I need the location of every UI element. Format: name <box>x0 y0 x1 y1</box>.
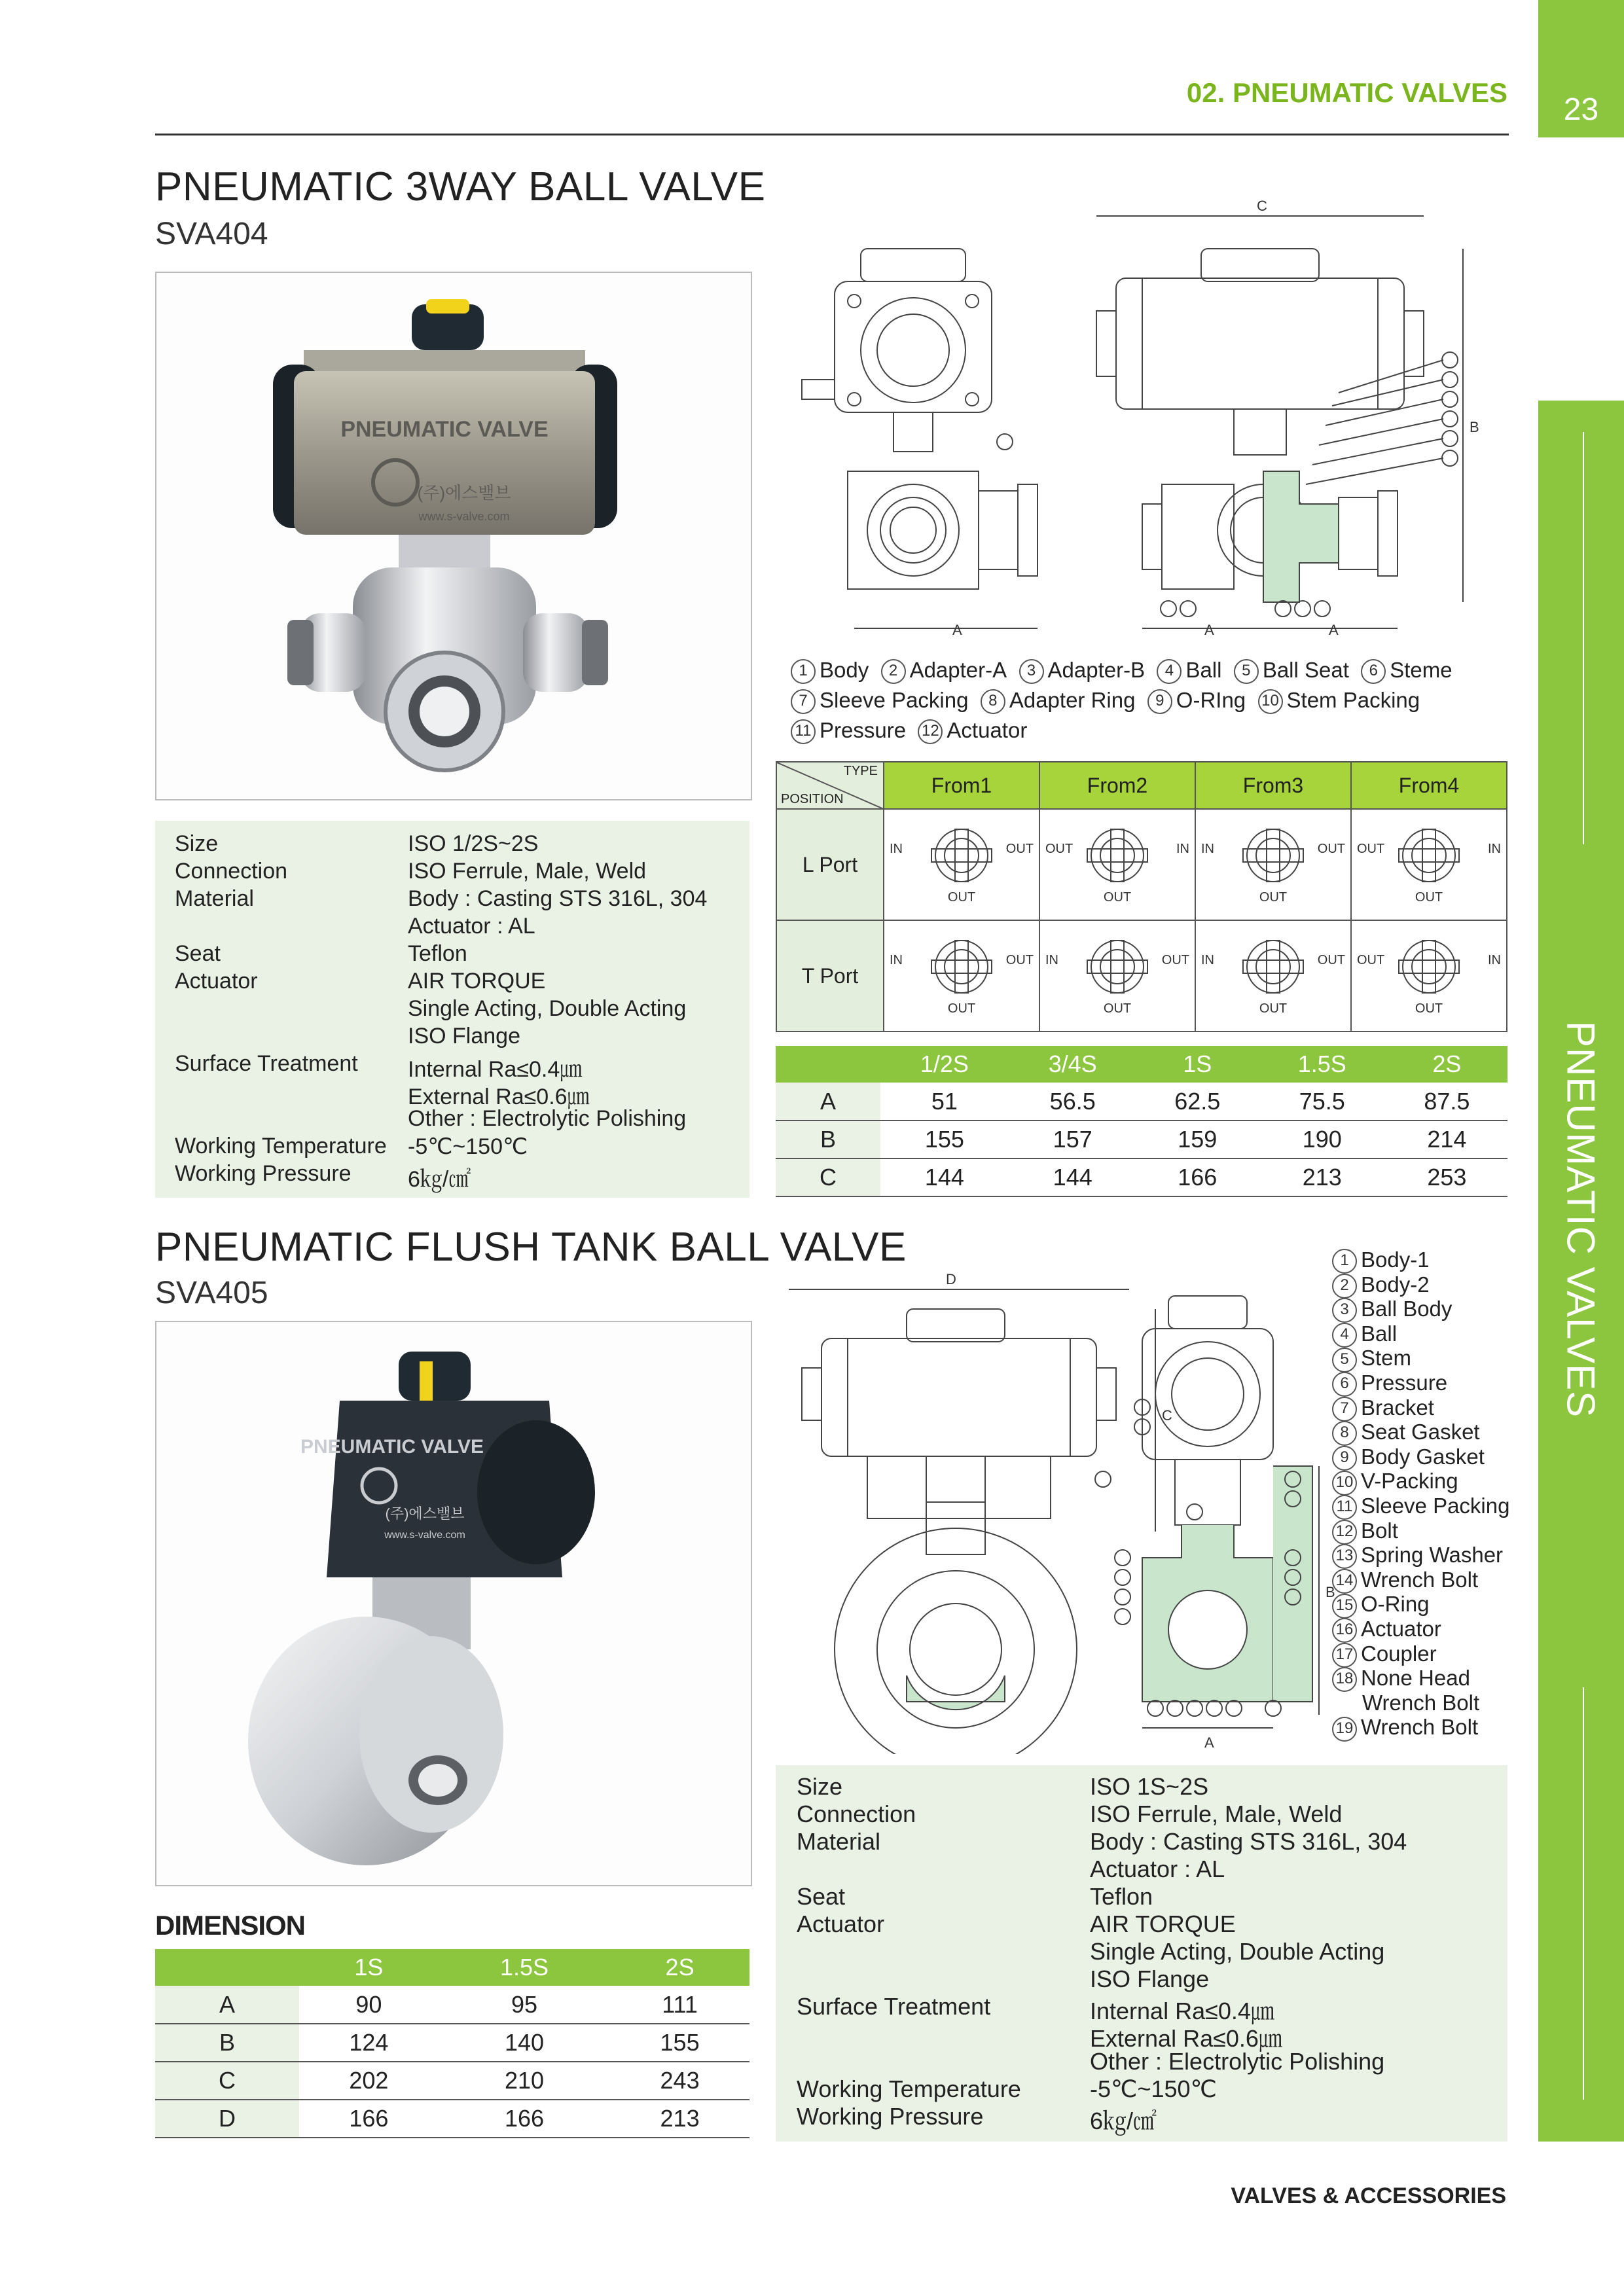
port-cell <box>1039 920 1195 1031</box>
column-header: 3/4S <box>1009 1046 1137 1083</box>
parts-legend-item: 1 Body-1 <box>1332 1247 1528 1272</box>
svg-text:www.s-valve.com: www.s-valve.com <box>418 510 510 523</box>
port-cell <box>884 809 1039 920</box>
p1-spec-value: External Ra≤0.6㎛ <box>408 1085 590 1109</box>
port-flow-icon <box>1196 921 1350 1026</box>
column-header: 2S <box>1386 1046 1507 1083</box>
p1-spec-value: -5℃~150℃ <box>408 1134 528 1159</box>
port-label-left: IN <box>1201 842 1214 856</box>
row-header: C <box>155 2062 299 2100</box>
p2-spec-value: Body : Casting STS 316L, 304 <box>1090 1828 1407 1855</box>
row-header: B <box>776 1121 880 1158</box>
p2-spec-value: Single Acting, Double Acting <box>1090 1938 1385 1965</box>
p2-spec-label: Working Temperature <box>797 2075 1021 2102</box>
svg-text:C: C <box>1162 1407 1172 1424</box>
row-header: T Port <box>776 920 884 1031</box>
product2-drawing-svg <box>776 1270 1345 1754</box>
p2-spec-label: Actuator <box>797 1910 885 1937</box>
port-cell <box>1195 920 1351 1031</box>
table-row <box>776 1121 1507 1158</box>
port-label-right: IN <box>1176 842 1189 856</box>
parts-legend-row: 11 Pressure 12 Actuator <box>791 718 1524 748</box>
p1-spec-value: ISO Flange <box>408 1024 520 1049</box>
table-cell: 90 <box>299 1986 439 2024</box>
table-cell: 166 <box>299 2100 439 2138</box>
p2-spec-value: Other : Electrolytic Polishing <box>1090 2048 1385 2075</box>
product1-dimension-table <box>776 1046 1507 1197</box>
table-cell: 214 <box>1386 1121 1507 1158</box>
table-cell: 157 <box>1009 1121 1137 1158</box>
p1-spec-value: ISO 1/2S~2S <box>408 831 539 856</box>
p2-spec-value: ISO 1S~2S <box>1090 1773 1209 1800</box>
table-row <box>155 1986 749 2024</box>
port-position-table-wrap <box>776 761 1507 1032</box>
parts-legend-item: 15 O-Ring <box>1332 1592 1528 1617</box>
port-label-left: IN <box>890 953 903 967</box>
column-header: From2 <box>1039 762 1195 809</box>
table-cell: 144 <box>880 1158 1009 1196</box>
table-cell: 202 <box>299 2062 439 2100</box>
parts-legend-item: 3 Ball Body <box>1332 1297 1528 1321</box>
side-band-line-bottom <box>1583 1687 1584 2100</box>
parts-legend-item: 16 Actuator <box>1332 1617 1528 1641</box>
table-row <box>776 1158 1507 1196</box>
port-position-table <box>776 761 1507 1032</box>
port-flow-icon <box>1196 810 1350 914</box>
p1-spec-label: Surface Treatment <box>175 1051 358 1076</box>
svg-text:(주)에스밸브: (주)에스밸브 <box>385 1505 465 1522</box>
p2-spec-value: AIR TORQUE <box>1090 1910 1236 1937</box>
table-cell: 166 <box>1137 1158 1258 1196</box>
column-header <box>776 1046 880 1083</box>
row-header: D <box>155 2100 299 2138</box>
table-cell: 87.5 <box>1386 1083 1507 1121</box>
side-band-line-top <box>1583 432 1584 844</box>
port-label-left: OUT <box>1357 842 1385 856</box>
column-header <box>155 1949 299 1986</box>
product2-title: PNEUMATIC FLUSH TANK BALL VALVE <box>155 1225 907 1270</box>
port-cell <box>1351 809 1507 920</box>
p2-spec-value: External Ra≤0.6㎛ <box>1090 2025 1282 2052</box>
p2-spec-value: Teflon <box>1090 1883 1153 1910</box>
svg-text:(주)에스밸브: (주)에스밸브 <box>417 483 511 503</box>
port-cell <box>1351 920 1507 1031</box>
p1-spec-label: Size <box>175 831 219 856</box>
table-cell: 51 <box>880 1083 1009 1121</box>
product2-parts-legend <box>1332 1247 1528 1740</box>
p1-spec-value: AIR TORQUE <box>408 969 546 994</box>
table-cell: 213 <box>610 2100 749 2138</box>
svg-text:A: A <box>952 622 962 638</box>
port-label-left: OUT <box>1357 953 1385 967</box>
table-cell: 140 <box>439 2024 610 2062</box>
parts-legend-item: 6 Pressure <box>1332 1371 1528 1395</box>
product1-photo <box>155 272 752 800</box>
t-port-row <box>776 920 1507 1031</box>
parts-legend-item: 7 Bracket <box>1332 1395 1528 1420</box>
parts-legend-item: 14 Wrench Bolt <box>1332 1568 1528 1592</box>
port-cell <box>1195 809 1351 920</box>
column-header: From3 <box>1195 762 1351 809</box>
port-flow-icon <box>884 810 1039 914</box>
port-label-right: OUT <box>1317 953 1345 967</box>
port-label-left: IN <box>1045 953 1058 967</box>
p1-spec-label: Seat <box>175 941 221 966</box>
table-row <box>155 2062 749 2100</box>
port-flow-icon <box>1040 921 1195 1026</box>
p1-spec-label: Connection <box>175 859 288 884</box>
table-cell: 155 <box>880 1121 1009 1158</box>
table-cell: 253 <box>1386 1158 1507 1196</box>
table-cell: 95 <box>439 1986 610 2024</box>
table-cell: 213 <box>1258 1158 1386 1196</box>
p2-spec-value: 6㎏/㎠ <box>1090 2108 1157 2134</box>
parts-legend-item: 8 Seat Gasket <box>1332 1420 1528 1444</box>
parts-legend-item: 12 Bolt <box>1332 1518 1528 1543</box>
port-label-bottom: OUT <box>1259 890 1288 905</box>
parts-legend-row: 1 Body 2 Adapter-A 3 Adapter-B 4 Ball 5 Ball Seat 6 Steme <box>791 658 1524 688</box>
p2-spec-value: -5℃~150℃ <box>1090 2075 1217 2102</box>
svg-text:www.s-valve.com: www.s-valve.com <box>384 1530 465 1541</box>
p2-spec-value: ISO Flange <box>1090 1965 1210 1992</box>
product2-dimension-table <box>155 1949 749 2138</box>
section-title: 02. PNEUMATIC VALVES <box>1186 77 1507 108</box>
svg-text:C: C <box>1257 198 1267 214</box>
header-divider <box>155 134 1509 135</box>
port-label-bottom: OUT <box>1103 1001 1132 1016</box>
table-corner: TYPE POSITION <box>776 762 884 809</box>
parts-legend-item: 4 Ball <box>1332 1321 1528 1346</box>
p2-spec-value: ISO Ferrule, Male, Weld <box>1090 1801 1343 1827</box>
product2-photo-illustration <box>156 1322 751 1885</box>
product1-dimension-table-wrap <box>776 1046 1507 1197</box>
port-cell <box>884 920 1039 1031</box>
product2-code: SVA405 <box>155 1276 268 1310</box>
l-port-row <box>776 809 1507 920</box>
port-label-bottom: OUT <box>947 1001 976 1016</box>
svg-text:PNEUMATIC VALVE: PNEUMATIC VALVE <box>340 417 549 442</box>
product1-drawing <box>776 196 1522 655</box>
product2-drawing <box>776 1270 1345 1754</box>
parts-legend-item: 13 Spring Washer <box>1332 1543 1528 1568</box>
row-header: A <box>776 1083 880 1121</box>
table-row <box>155 2100 749 2138</box>
port-label-right: IN <box>1488 842 1501 856</box>
svg-text:D: D <box>946 1271 956 1287</box>
p1-spec-label: Material <box>175 886 254 911</box>
table-cell: 159 <box>1137 1121 1258 1158</box>
side-section-label: PNEUMATIC VALVES <box>1559 1021 1603 1418</box>
port-label-bottom: OUT <box>1259 1001 1288 1016</box>
port-label-bottom: OUT <box>947 890 976 905</box>
column-header: 1S <box>1137 1046 1258 1083</box>
port-flow-icon <box>1040 810 1195 914</box>
p1-spec-label: Actuator <box>175 969 258 994</box>
column-header: 1S <box>299 1949 439 1986</box>
product1-drawing-svg <box>776 196 1522 655</box>
table-row <box>155 2024 749 2062</box>
product1-code: SVA404 <box>155 217 268 251</box>
port-flow-icon <box>1352 921 1506 1026</box>
port-label-bottom: OUT <box>1415 1001 1443 1016</box>
product1-title: PNEUMATIC 3WAY BALL VALVE <box>155 164 766 209</box>
parts-legend-item: 19 Wrench Bolt <box>1332 1715 1528 1740</box>
port-label-right: OUT <box>1161 953 1189 967</box>
table-cell: 190 <box>1258 1121 1386 1158</box>
column-header: 1/2S <box>880 1046 1009 1083</box>
parts-legend-row: 7 Sleeve Packing 8 Adapter Ring 9 O-RIng 10 Stem Packing <box>791 688 1524 718</box>
table-cell: 243 <box>610 2062 749 2100</box>
port-flow-icon <box>1352 810 1506 914</box>
table-cell: 56.5 <box>1009 1083 1137 1121</box>
port-label-left: OUT <box>1045 842 1074 856</box>
row-header: L Port <box>776 809 884 920</box>
p1-spec-value: Other : Electrolytic Polishing <box>408 1106 687 1131</box>
svg-text:A: A <box>1329 622 1339 638</box>
p2-spec-label: Connection <box>797 1801 916 1827</box>
footer-label: VALVES & ACCESSORIES <box>1231 2183 1506 2208</box>
parts-legend-item: 2 Body-2 <box>1332 1272 1528 1297</box>
table-cell: 111 <box>610 1986 749 2024</box>
table-cell: 62.5 <box>1137 1083 1258 1121</box>
port-label-right: OUT <box>1005 842 1034 856</box>
column-header: 1.5S <box>1258 1046 1386 1083</box>
column-header: From1 <box>884 762 1039 809</box>
row-header: C <box>776 1158 880 1196</box>
p2-spec-label: Seat <box>797 1883 846 1910</box>
p1-spec-value: ISO Ferrule, Male, Weld <box>408 859 647 884</box>
port-flow-icon <box>884 921 1039 1026</box>
port-label-right: IN <box>1488 953 1501 967</box>
p1-spec-value: Teflon <box>408 941 467 966</box>
product1-parts-legend <box>791 658 1524 748</box>
parts-legend-item: 5 Stem <box>1332 1346 1528 1371</box>
p1-spec-value: Body : Casting STS 316L, 304 <box>408 886 708 911</box>
table-cell: 155 <box>610 2024 749 2062</box>
port-label-left: IN <box>890 842 903 856</box>
svg-text:B: B <box>1326 1584 1335 1600</box>
page-number: 23 <box>1563 92 1599 127</box>
p2-spec-label: Size <box>797 1773 843 1800</box>
p2-spec-label: Surface Treatment <box>797 1993 991 2020</box>
port-label-right: OUT <box>1005 953 1034 967</box>
p1-spec-label: Working Temperature <box>175 1134 387 1158</box>
p2-spec-label: Working Pressure <box>797 2103 984 2130</box>
svg-text:A: A <box>1204 1734 1214 1751</box>
table-cell: 144 <box>1009 1158 1137 1196</box>
svg-text:A: A <box>1204 622 1214 638</box>
p1-spec-value: Actuator : AL <box>408 914 535 939</box>
port-label-left: IN <box>1201 953 1214 967</box>
column-header: From4 <box>1351 762 1507 809</box>
parts-legend-item: 11 Sleeve Packing <box>1332 1494 1528 1518</box>
column-header: 2S <box>610 1949 749 1986</box>
p2-spec-value: Internal Ra≤0.4㎛ <box>1090 1998 1274 2024</box>
p1-spec-value: 6㎏/㎠ <box>408 1167 471 1192</box>
parts-legend-item: 10 V-Packing <box>1332 1469 1528 1494</box>
table-cell: 210 <box>439 2062 610 2100</box>
column-header: 1.5S <box>439 1949 610 1986</box>
product2-spec-box <box>776 1765 1507 2142</box>
product2-dimension-table-wrap <box>155 1949 749 2138</box>
table-cell: 75.5 <box>1258 1083 1386 1121</box>
port-label-right: OUT <box>1317 842 1345 856</box>
p1-spec-label: Working Pressure <box>175 1161 352 1186</box>
p2-spec-label: Material <box>797 1828 881 1855</box>
parts-legend-item: 18 None Head <box>1332 1666 1528 1691</box>
svg-text:PNEUMATIC VALVE: PNEUMATIC VALVE <box>300 1436 484 1458</box>
p1-spec-value: Single Acting, Double Acting <box>408 996 687 1021</box>
port-cell <box>1039 809 1195 920</box>
product2-dimension-title: DIMENSION <box>155 1910 306 1941</box>
product2-photo <box>155 1321 752 1886</box>
port-label-bottom: OUT <box>1415 890 1443 905</box>
port-label-bottom: OUT <box>1103 890 1132 905</box>
row-header: A <box>155 1986 299 2024</box>
row-header: B <box>155 2024 299 2062</box>
p2-spec-value: Actuator : AL <box>1090 1856 1225 1882</box>
p1-spec-value: Internal Ra≤0.4㎛ <box>408 1057 583 1082</box>
table-cell: 166 <box>439 2100 610 2138</box>
product1-photo-illustration <box>156 273 751 799</box>
table-row <box>776 1083 1507 1121</box>
parts-legend-item: Wrench Bolt <box>1362 1690 1480 1715</box>
table-cell: 124 <box>299 2024 439 2062</box>
parts-legend-item: 17 Coupler <box>1332 1641 1528 1666</box>
parts-legend-item: 9 Body Gasket <box>1332 1444 1528 1469</box>
product1-spec-box <box>155 821 749 1198</box>
svg-text:B: B <box>1470 419 1479 435</box>
